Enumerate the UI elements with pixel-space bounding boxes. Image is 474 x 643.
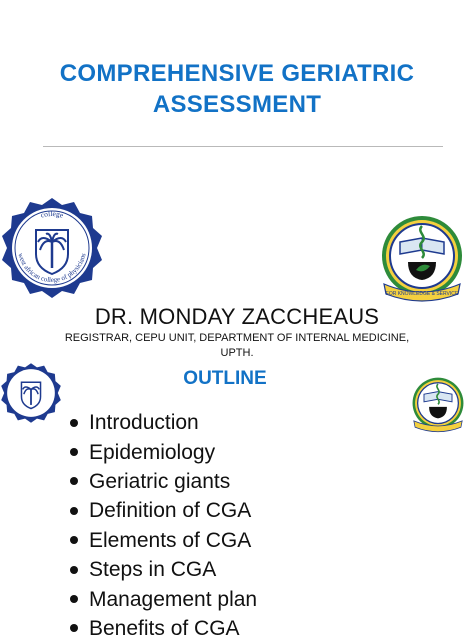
outline-list <box>70 408 257 643</box>
motto-text: FOR KNOWLEDGE & SERVICE <box>385 291 459 297</box>
bullet-icon <box>70 419 78 427</box>
author-name: DR. MONDAY ZACCHEAUS <box>94 304 380 329</box>
list-item: Elements of CGA <box>70 526 257 555</box>
slide-title <box>0 58 474 120</box>
title-divider <box>43 146 443 147</box>
bullet-icon <box>70 624 78 632</box>
seal-ring-text-bottom: west african college of physicians <box>16 252 88 285</box>
list-item: Definition of CGA <box>70 496 257 525</box>
author-affiliation <box>0 331 474 361</box>
outline-heading: OUTLINE <box>183 368 267 389</box>
list-item: Benefits of CGA <box>70 614 257 643</box>
bullet-icon <box>70 566 78 574</box>
college-seal-icon <box>0 196 104 300</box>
list-item: Management plan <box>70 584 257 613</box>
seal-ring-text-top: college <box>39 208 65 220</box>
list-item: Geriatric giants <box>70 467 257 496</box>
bullet-icon <box>70 595 78 603</box>
affiliation-line-1: REGISTRAR, CEPU UNIT, DEPARTMENT OF INTERNAL MEDICINE, <box>64 332 410 344</box>
list-item: Introduction <box>70 408 257 437</box>
bullet-icon <box>70 448 78 456</box>
bullet-icon <box>70 507 78 515</box>
bullet-icon <box>70 477 78 485</box>
affiliation-line-2: UPTH. <box>220 347 254 359</box>
list-item: Epidemiology <box>70 437 257 466</box>
outline-slide <box>0 360 474 640</box>
list-item: Steps in CGA <box>70 555 257 584</box>
university-crest-icon <box>378 214 466 304</box>
palm-tree-emblem <box>36 230 68 274</box>
title-line-1: COMPREHENSIVE GERIATRIC <box>59 60 415 87</box>
title-line-2: ASSESSMENT <box>152 91 322 118</box>
university-crest-icon <box>410 376 466 434</box>
bullet-icon <box>70 536 78 544</box>
